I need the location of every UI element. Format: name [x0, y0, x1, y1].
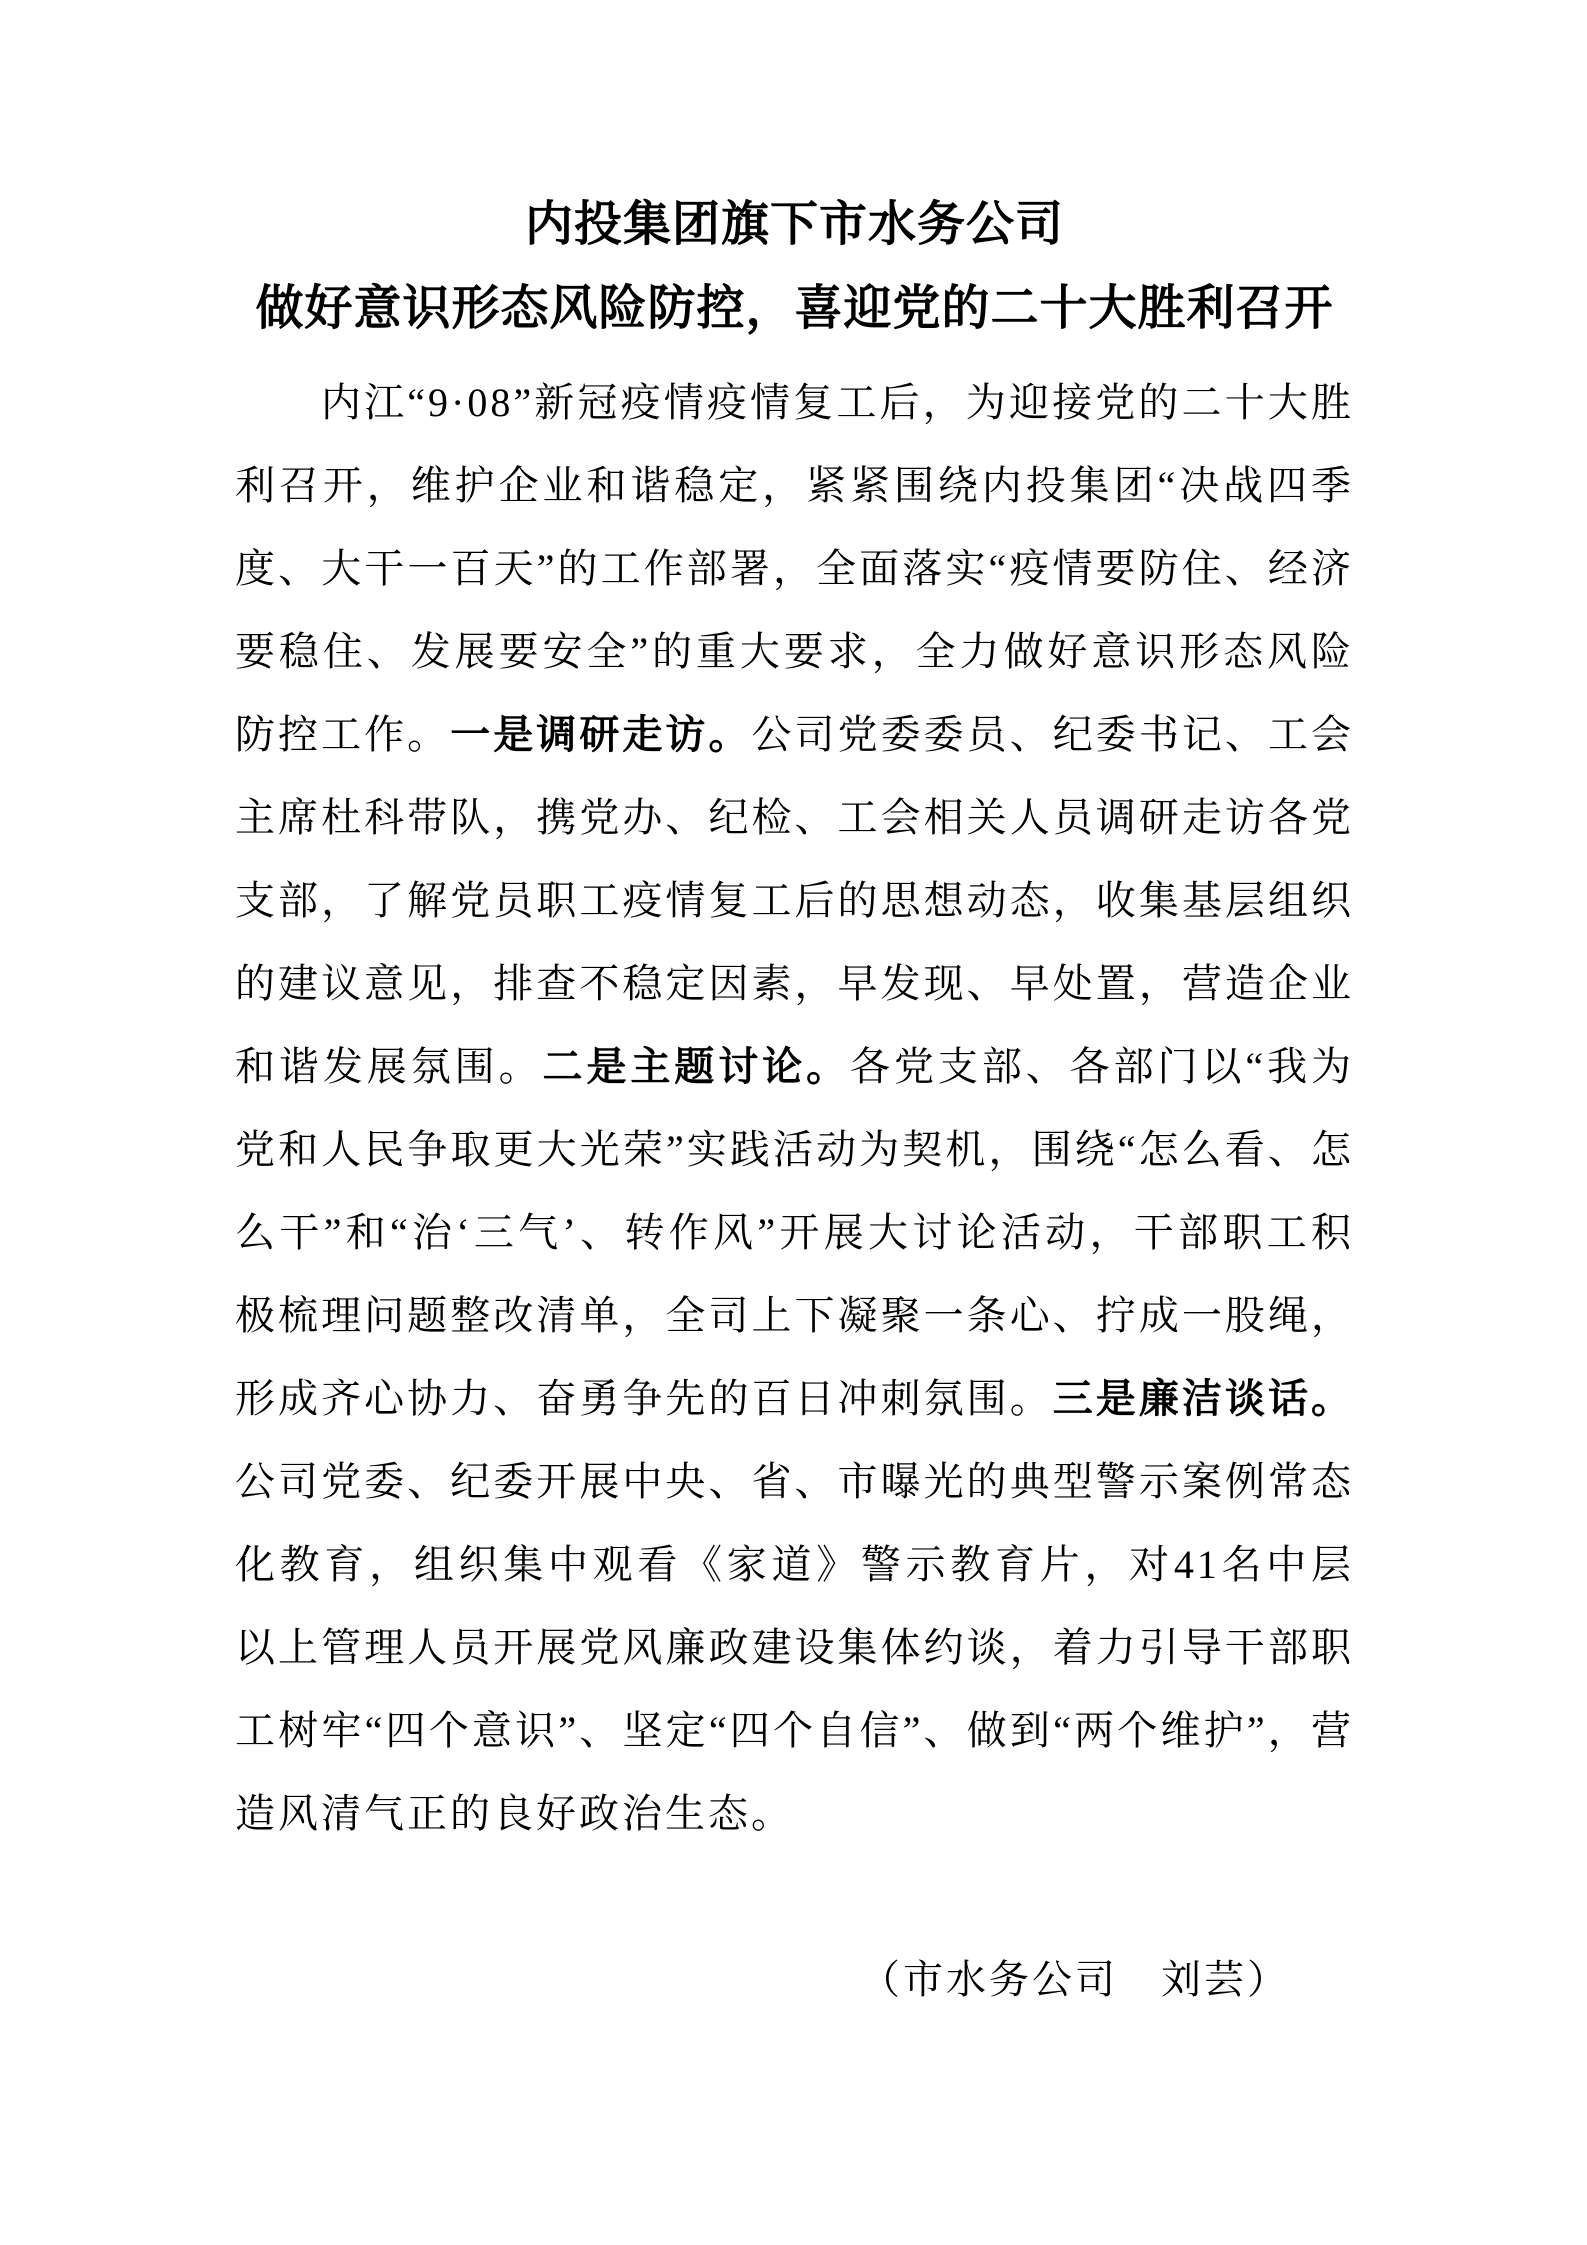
body-text-segment-2: 公司党委委员、纪委书记、工会主席杜科带队，携党办、纪检、工会相关人员调研走访各党支部，了解党员职工疫情复工后的思想动态，收集基层组织的建议意见，排查不稳定因素，早发现、早处置，营造企业和谐发展氛围。: [235, 712, 1355, 1089]
body-bold-heading-3: 三是廉洁谈话。: [1052, 1376, 1355, 1421]
document-title-line2: 做好意识形态风险防控，喜迎党的二十大胜利召开: [255, 282, 1334, 335]
body-text-segment-4: 公司党委、纪委开展中央、省、市曝光的典型警示案例常态化教育，组织集中观看《家道》警示教育片，对41名中层以上管理人员开展党风廉政建设集体约谈，着力引导干部职工树牢“四个意识”、坚定“四个自信”、做到“两个维护”，营造风清气正的良好政治生态。: [235, 1459, 1354, 1836]
body-bold-heading-2: 二是主题讨论。: [542, 1044, 851, 1089]
body-bold-heading-1: 一是调研走访。: [450, 712, 752, 757]
body-paragraph: [235, 361, 1354, 1855]
document-title-line1: 内投集团旗下市水务公司: [524, 198, 1064, 251]
body-text-segment-1: 内江“9·08”新冠疫情疫情复工后，为迎接党的二十大胜利召开，维护企业和谐稳定，紧紧围绕内投集团“决战四季度、大干一百天”的工作部署，全面落实“疫情要防住、经济要稳住、发展要安全”的重大要求，全力做好意识形态风险防控工作。: [235, 380, 1354, 757]
attribution-line: （市水务公司 刘芸）: [860, 1957, 1290, 2002]
body-text-segment-3: 各党支部、各部门以“我为党和人民争取更大光荣”实践活动为契机，围绕“怎么看、怎么干”和“治‘三气’、转作风”开展大讨论活动，干部职工积极梳理问题整改清单，全司上下凝聚一条心、拧成一股绳，形成齐心协力、奋勇争先的百日冲刺氛围。: [235, 1044, 1355, 1421]
